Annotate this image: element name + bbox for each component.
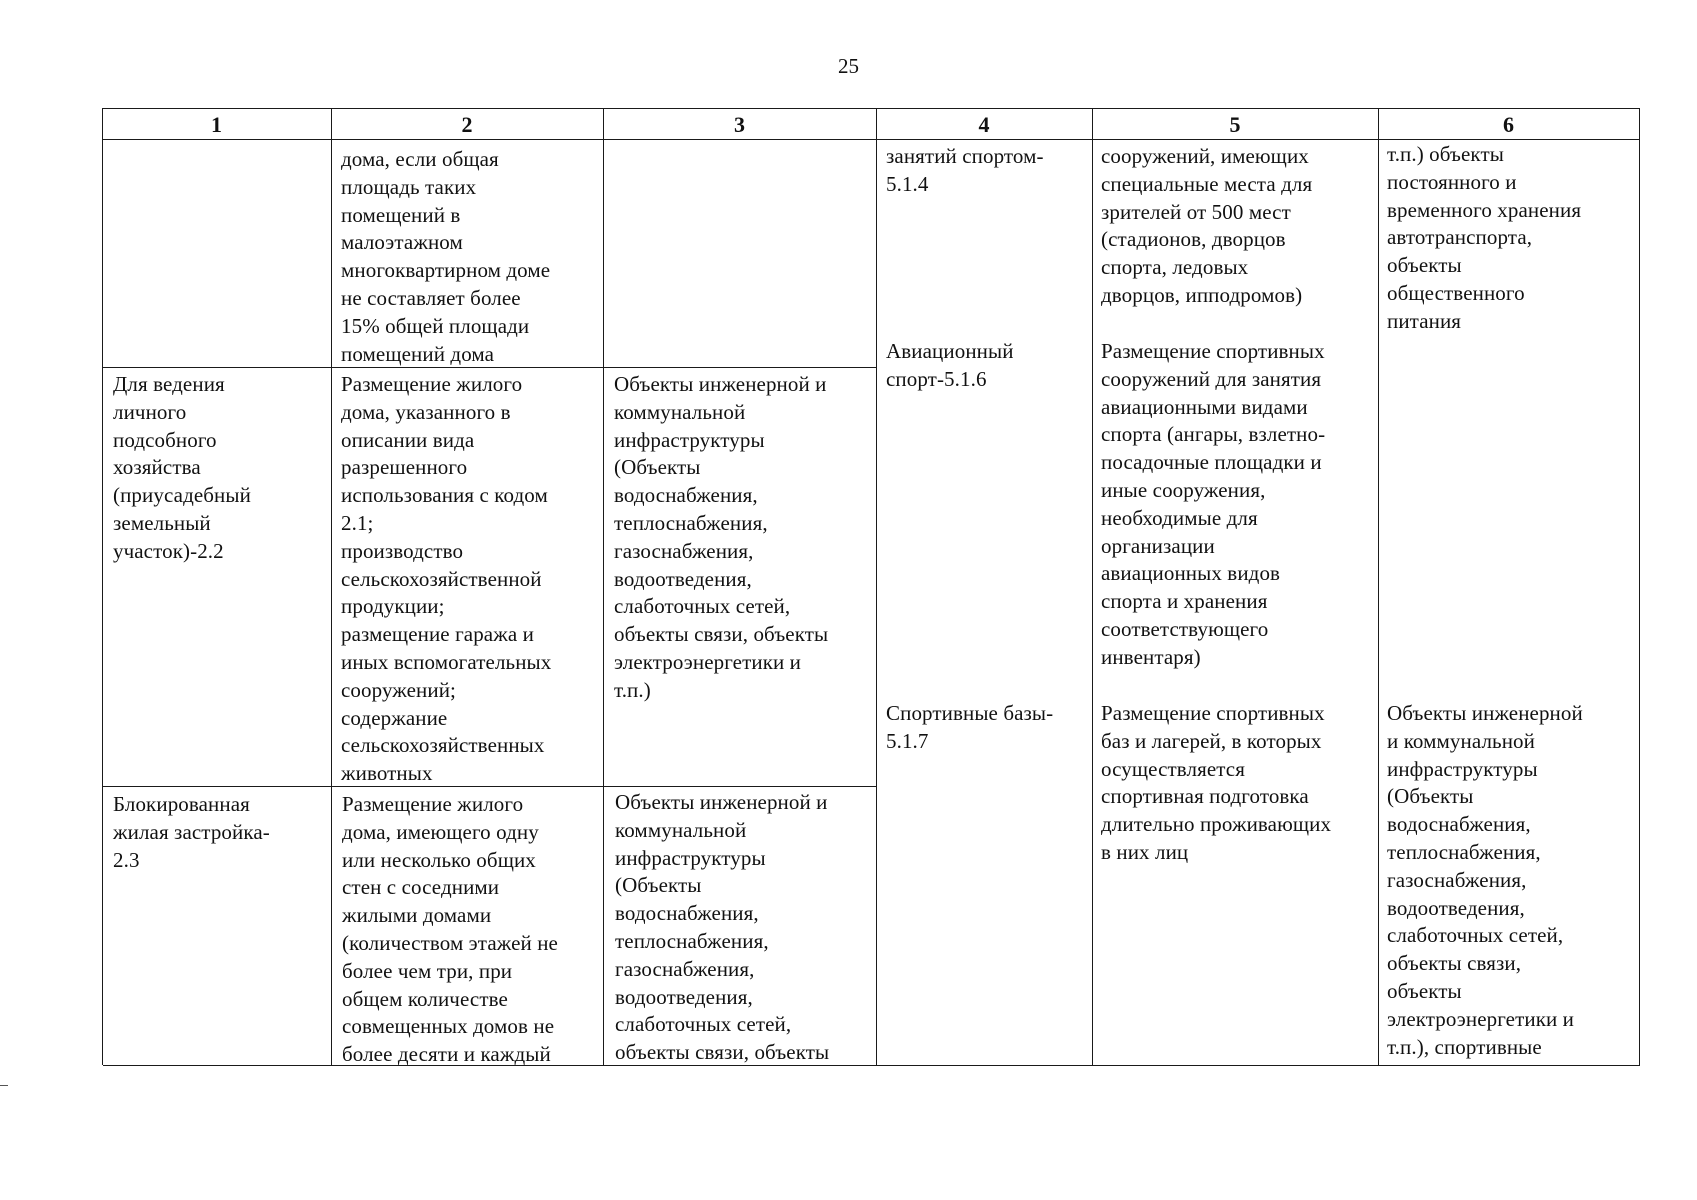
table-cell: Спортивные базы- 5.1.7 bbox=[886, 701, 1054, 753]
table-cell: Авиационный спорт-5.1.6 bbox=[886, 339, 1014, 391]
header-bottom-border bbox=[102, 139, 1640, 140]
column-header: 6 bbox=[1503, 112, 1514, 137]
column-header: 4 bbox=[978, 112, 990, 137]
column-border bbox=[1378, 108, 1379, 1065]
table-cell: Размещение жилого дома, указанного в описании вида разрешенного использования с кодом 2.1; производство сельскохозяйственной продукции; размещение гаража и иных вспомогательных сооружений; содержание сельскохозяйственных животных bbox=[341, 372, 552, 786]
column-border bbox=[102, 108, 103, 1065]
table-cell: Объекты инженерной и коммунальной инфраструктуры (Объекты водоснабжения, теплоснабжения, газоснабжения, водоотведения, слаботочных сетей, объекты связи, объекты bbox=[615, 790, 830, 1065]
table-cell: Блокированная жилая застройка- 2.3 bbox=[113, 792, 270, 872]
column-header: 1 bbox=[211, 112, 222, 137]
column-border bbox=[876, 108, 877, 1065]
page-number: 25 bbox=[838, 54, 859, 78]
column-border bbox=[1092, 108, 1093, 1065]
table-cell: Размещение спортивных сооружений для занятия авиационными видами спорта (ангары, взлетно- посадочные площадки и иные сооружения, необходимые для организации авиационных видов спорта и хранения соответствующего инвентаря) bbox=[1101, 339, 1326, 669]
column-border bbox=[331, 108, 332, 1065]
column-header: 5 bbox=[1229, 112, 1241, 137]
table-cell: Объекты инженерной и коммунальной инфраструктуры (Объекты водоснабжения, теплоснабжения, газоснабжения, водоотведения, слаботочных сетей, объекты связи, объекты электроэнергетики и т.п.) bbox=[614, 372, 829, 702]
table-top-border bbox=[102, 108, 1640, 109]
column-border bbox=[603, 108, 604, 1065]
table-cell: Размещение спортивных баз и лагерей, в которых осуществляется спортивная подготовка длительно проживающих в них лиц bbox=[1101, 701, 1332, 864]
table-cell: Размещение жилого дома, имеющего одну или несколько общих стен с соседними жилыми домами (количеством этажей не более чем три, при общем количестве совмещенных домов не более десяти и каждый bbox=[342, 792, 558, 1067]
table-cell: Для ведения личного подсобного хозяйства (приусадебный земельный участок)-2.2 bbox=[113, 372, 251, 563]
table-bottom-border bbox=[103, 1065, 1640, 1066]
column-border bbox=[1639, 108, 1640, 1065]
table-cell: Объекты инженерной и коммунальной инфраструктуры (Объекты водоснабжения, теплоснабжения, газоснабжения, водоотведения, слаботочных сетей, объекты связи, объекты электроэнергетики и т.п.), спортивные bbox=[1387, 701, 1583, 1059]
table-cell: т.п.) объекты постоянного и временного хранения автотранспорта, объекты общественного питания bbox=[1387, 142, 1582, 333]
table-cell: занятий спортом- 5.1.4 bbox=[886, 144, 1044, 196]
column-header: 2 bbox=[461, 112, 473, 137]
table-cell: дома, если общая площадь таких помещений в малоэтажном многоквартирном доме не составляет более 15% общей площади помещений дома bbox=[341, 147, 551, 366]
scan-margin-mark bbox=[0, 1085, 8, 1086]
column-header: 3 bbox=[734, 112, 745, 137]
table-cell: сооружений, имеющих специальные места для зрителей от 500 мест (стадионов, дворцов спорта, ледовых дворцов, ипподромов) bbox=[1101, 144, 1313, 307]
